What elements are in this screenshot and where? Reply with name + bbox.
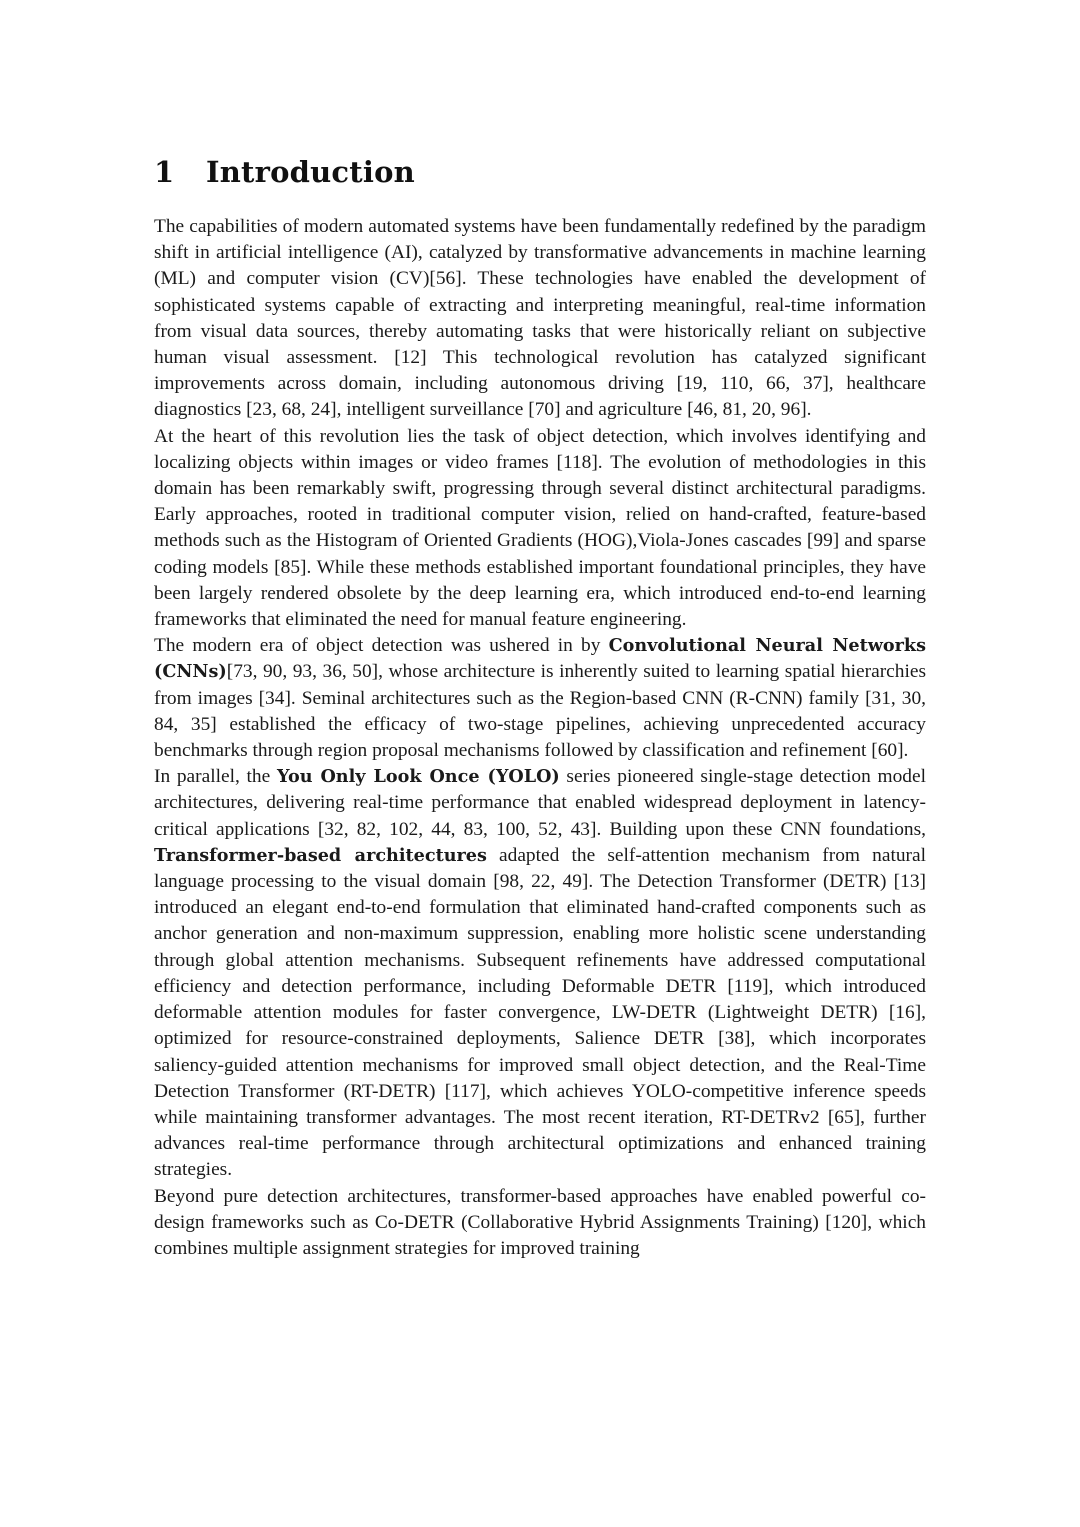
bold-term-cnns: Convolutional Neural Networks (CNNs) [154,635,926,683]
section-title: Introduction [206,155,415,189]
paragraph-yolo-transformers [154,764,926,1183]
paragraph-object-detection [154,424,926,634]
paragraph-text: The capabilities of modern automated systems have been fundamentally redefined by the paradigm shift in artificial intelligence (AI), catalyzed by transformative advancements in machine learning (ML) and computer vision (CV)[56]. These technologies have enabled the development of sophisticated systems capable of extracting and interpreting meaningful, real-time information from visual data sources, thereby automating tasks that were historically reliant on subjective human visual assessment. [12] This technological revolution has catalyzed significant improvements across domain, including autonomous driving [19, 110, 66, 37], healthcare diagnostics [23, 68, 24], intelligent surveillance [70] and agriculture [46, 81, 20, 96]. [154,216,926,421]
section-heading [154,152,926,192]
section-number: 1 [154,155,175,189]
paragraph-text: [73, 90, 93, 36, 50], whose architecture is inherently suited to learning spatial hierarchies from images [34]. Seminal architectures such as the Region-based CNN (R-CNN) family [31, 30, 84, 35] established the efficacy of two-stage pipelines, achieving unprecedented accuracy benchmarks through region proposal mechanisms followed by classification and refinement [60]. [154,661,926,762]
bold-term-yolo: You Only Look Once (YOLO) [276,766,560,788]
page-body [154,152,926,1262]
paragraph-text: The modern era of object detection was ushered in by [154,635,609,657]
paragraph-text: At the heart of this revolution lies the task of object detection, which involves identifying and localizing objects within images or video frames [118]. The evolution of methodologies in this domain has been remarkably swift, progressing through several distinct architectural paradigms. Early approaches, rooted in traditional computer vision, relied on hand-crafted, feature-based methods such as the Histogram of Oriented Gradients (HOG),Viola-Jones cascades [99] and sparse coding models [85]. While these methods established important foundational principles, they have been largely rendered obsolete by the deep learning era, which introduced end-to-end learning frameworks that eliminated the need for manual feature engineering. [154,425,926,631]
paragraph-ai-paradigm [154,214,926,424]
paragraph-text: Beyond pure detection architectures, transformer-based approaches have enabled powerful co-design frameworks such as Co-DETR (Collaborative Hybrid Assignments Training) [120], which combines multiple assignment strategies for improved training [154,1185,926,1259]
paragraph-text: adapted the self-attention mechanism from natural language processing to the visual domain [98, 22, 49]. The Detection Transformer (DETR) [13] introduced an elegant end-to-end formulation that eliminated hand-crafted components such as anchor generation and non-maximum suppression, enabling more holistic scene understanding through global attention mechanisms. Subsequent refinements have addressed computational efficiency and detection performance, including Deformable DETR [119], which introduced deformable attention modules for faster convergence, LW-DETR (Lightweight DETR) [16], optimized for resource-constrained deployments, Salience DETR [38], which incorporates saliency-guided attention mechanisms for improved small object detection, and the Real-Time Detection Transformer (RT-DETR) [117], which achieves YOLO-competitive inference speeds while maintaining transformer advantages. The most recent iteration, RT-DETRv2 [65], further advances real-time performance through architectural optimizations and enhanced training strategies. [154,844,926,1181]
bold-term-transformers: Transformer-based architectures [154,844,487,866]
paragraph-text: In parallel, the [154,766,277,788]
paragraph-text: series pioneered single-stage detection model architectures, delivering real-time performance that enabled widespread deployment in latency-critical applications [32, 82, 102, 44, 83, 100, 52, 43]. Building upon these CNN foundations, [154,766,926,840]
paragraph-co-design [154,1184,926,1263]
paragraph-cnn-era [154,633,926,764]
